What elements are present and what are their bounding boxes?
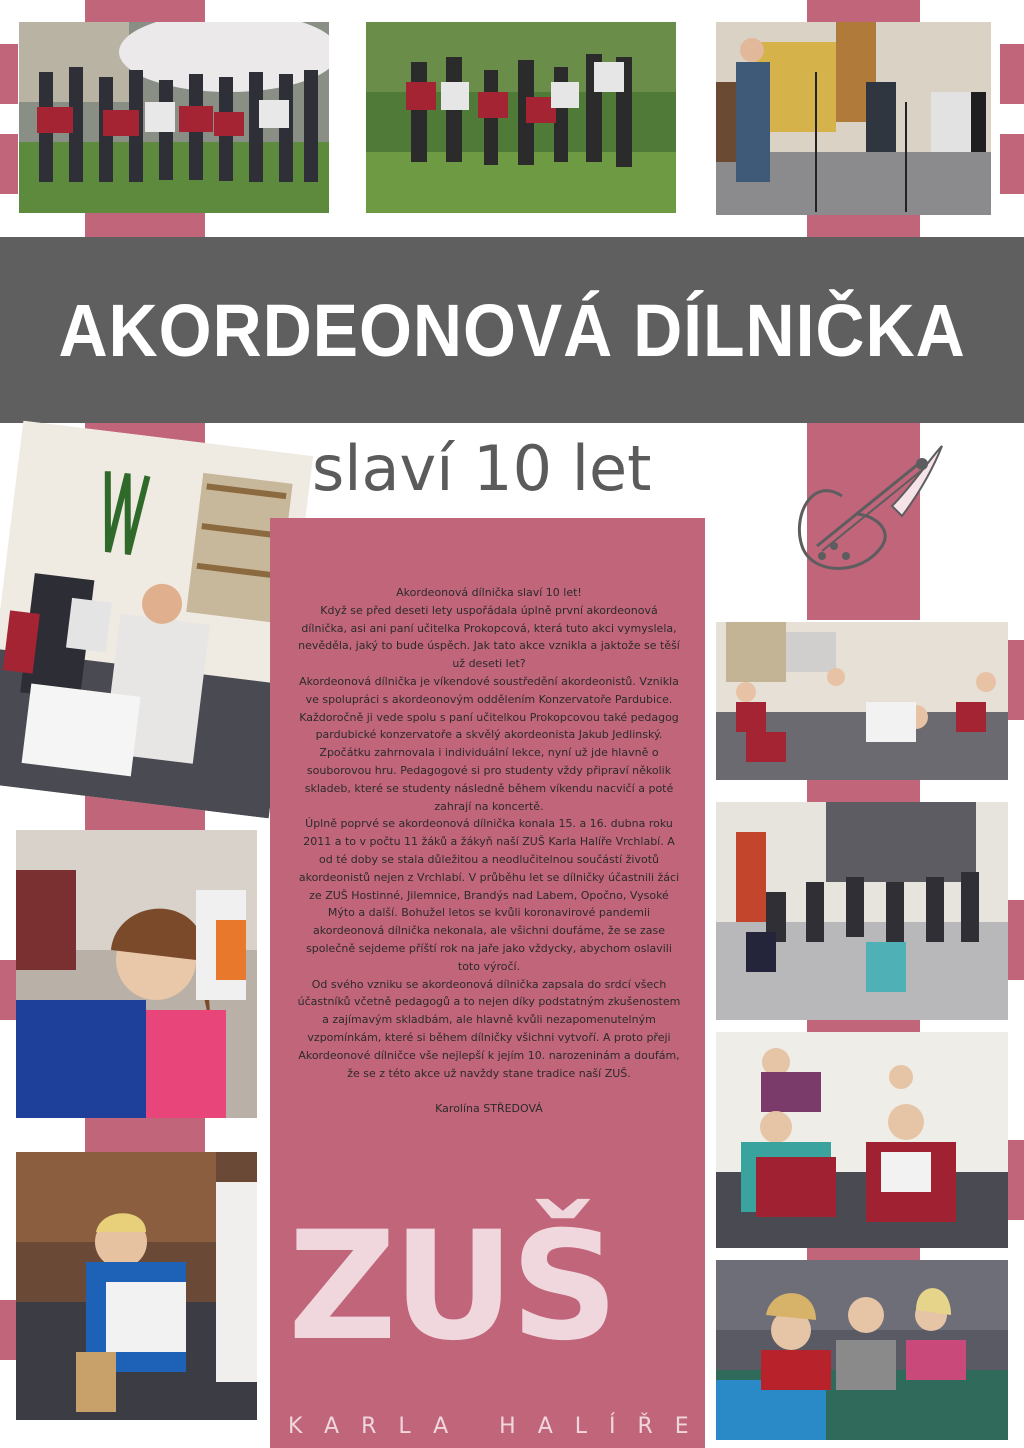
decorative-stripe	[85, 0, 205, 22]
decorative-stripe	[1008, 900, 1024, 980]
decorative-stripe	[0, 44, 18, 104]
article-heading: Akordeonová dílnička slaví 10 let!	[396, 586, 582, 599]
music-ornament-icon	[782, 436, 950, 586]
decorative-stripe	[807, 1020, 920, 1032]
decorative-stripe	[807, 780, 920, 802]
school-logo-subtitle: KARLA HALÍŘE	[288, 1414, 711, 1439]
article-paragraph: Úplně poprvé se akordeonová dílnička konala 15. a 16. dubna roku 2011 a to v počtu 11 žáků a žákyň naší ZUŠ Karla Halíře Vrchlabí. A od té doby se stala důležitou a neodlučitelnou součástí životů akordeonistů nejen z Vrchlabí. V průběhu let se dílničky účastnili žáci ze ZUŠ Hostinné, Jilemnice, Brandýs nad Labem, Opočno, Vysoké Mýto a další. Bohužel letos se kvůli koronavirové pandemii akordeonová dílnička nekonala, ale všichni doufáme, že se zase společně sejdeme příští rok na jaře jako vždycky, abychom oslavili toto výročí.	[298, 817, 680, 973]
photo-classroom-rehearsal	[0, 421, 313, 819]
page-title: AKORDEONOVÁ DÍLNIČKA	[58, 288, 966, 372]
title-banner	[0, 237, 1024, 423]
photo-boy-blue-accordion	[16, 1152, 257, 1420]
decorative-stripe	[85, 213, 205, 237]
article-paragraph: Od svého vzniku se akordeonová dílnička zapsala do srdcí všech účastníků včetně pedagogů a to nejen díky podstatným zkušenostem a zajímavým skladbám, ale hlavně kvůli nezapomenutelným vzpomínkám, které si během dílničky všichni vytvoří. A proto přeji Akordeonové dílničce vše nejlepší k jejím 10. narozeninám a doufám, že se z této akce už navždy stane tradice naší ZUŠ.	[297, 977, 681, 1080]
photo-hall-ensemble	[716, 802, 1008, 1020]
decorative-stripe	[807, 213, 920, 237]
article-panel	[270, 518, 711, 1448]
article-paragraph: Akordeonová dílnička je víkendové soustředění akordeonistů. Vznikla ve spolupráci s akordeonovým oddělením Konzervatoře Pardubice. Každoročně ji vede spolu s paní učitelkou Prokopcovou také pedagog pardubické konzervatoře a skvělý akordeonista Jakub Jedlinský. Zpočátku zahrnovala i individuální lekce, nyní už jde hlavně o souborovou hru. Pedagogové si pro studenty vždy připraví několik skladeb, které se studenty následně během víkendu nacvičí a poté zahrají na koncertě.	[299, 674, 679, 813]
decorative-stripe	[85, 1118, 205, 1152]
photo-children-playing	[716, 1032, 1008, 1248]
decorative-stripe	[1008, 640, 1024, 720]
decorative-stripe	[1000, 44, 1024, 104]
decorative-stripe	[1000, 134, 1024, 194]
photo-ensemble-room	[716, 622, 1008, 780]
photo-rehearsal-clarinet	[716, 22, 991, 215]
photo-girls-on-mat	[716, 1260, 1008, 1440]
photo-group-outdoor-spring	[19, 22, 329, 213]
school-logo: ZUŠ	[288, 1200, 615, 1374]
article-body	[296, 584, 682, 1118]
photo-girl-blue-accordion	[16, 830, 257, 1118]
decorative-stripe	[0, 134, 18, 194]
decorative-stripe	[807, 1248, 920, 1260]
photo-group-outdoor-park	[366, 22, 676, 213]
article-author: Karolína STŘEDOVÁ	[435, 1102, 543, 1116]
decorative-stripe	[807, 0, 920, 22]
article-paragraph: Když se před deseti lety uspořádala úplně první akordeonová dílnička, asi ani paní učitelka Prokopcová, která tuto akci vymyslela, nevěděla, jaký to bude úspěch. Jak tato akce vznikla a jaktože se těší už deseti let?	[298, 603, 680, 671]
page-subtitle: slaví 10 let	[312, 432, 652, 505]
decorative-stripe	[1008, 1140, 1024, 1220]
